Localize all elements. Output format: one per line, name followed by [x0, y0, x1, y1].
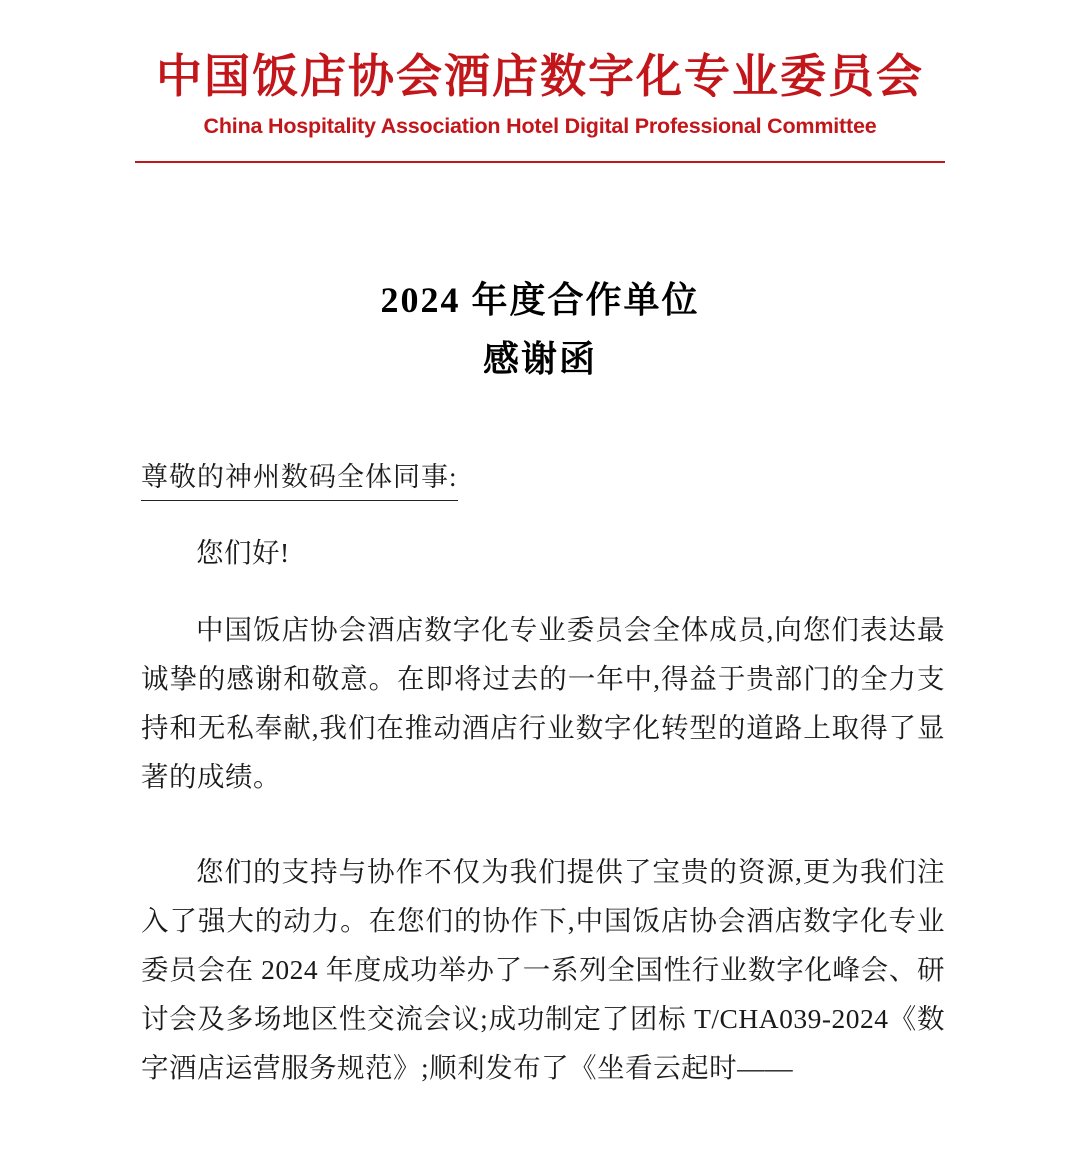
body-paragraph-2: 您们的支持与协作不仅为我们提供了宝贵的资源,更为我们注入了强大的动力。在您们的协作下,中国饭店协会酒店数字化专业委员会在 2024 年度成功举办了一系列全国性行业数字化峰会、研讨会及多场地区性交流会议;成功制定了团标 T/CHA039-2024《数字酒店运营服务规范》;顺利发布了《坐看云起时——: [141, 855, 945, 1083]
letter-body: [135, 389, 945, 1092]
page-title-line2: 感谢函: [482, 338, 597, 379]
letterhead-divider: [135, 161, 945, 163]
page-title-line1: 2024 年度合作单位: [380, 279, 700, 320]
organization-name-chinese: 中国饭店协会酒店数字化专业委员会: [156, 51, 924, 102]
page-title: [0, 271, 1080, 390]
letterhead: [0, 0, 1080, 163]
greeting-paragraph: 您们好!: [196, 537, 290, 569]
body-paragraph-1: 中国饭店协会酒店数字化专业委员会全体成员,向您们表达最诚挚的感谢和敬意。在即将过去的一年中,得益于贵部门的全力支持和无私奉献,我们在推动酒店行业数字化转型的道路上取得了显著的成绩。: [141, 614, 945, 792]
organization-name-english: China Hospitality Association Hotel Digital Professional Committee: [203, 113, 877, 138]
salutation: 尊敬的神州数码全体同事:: [141, 459, 458, 501]
